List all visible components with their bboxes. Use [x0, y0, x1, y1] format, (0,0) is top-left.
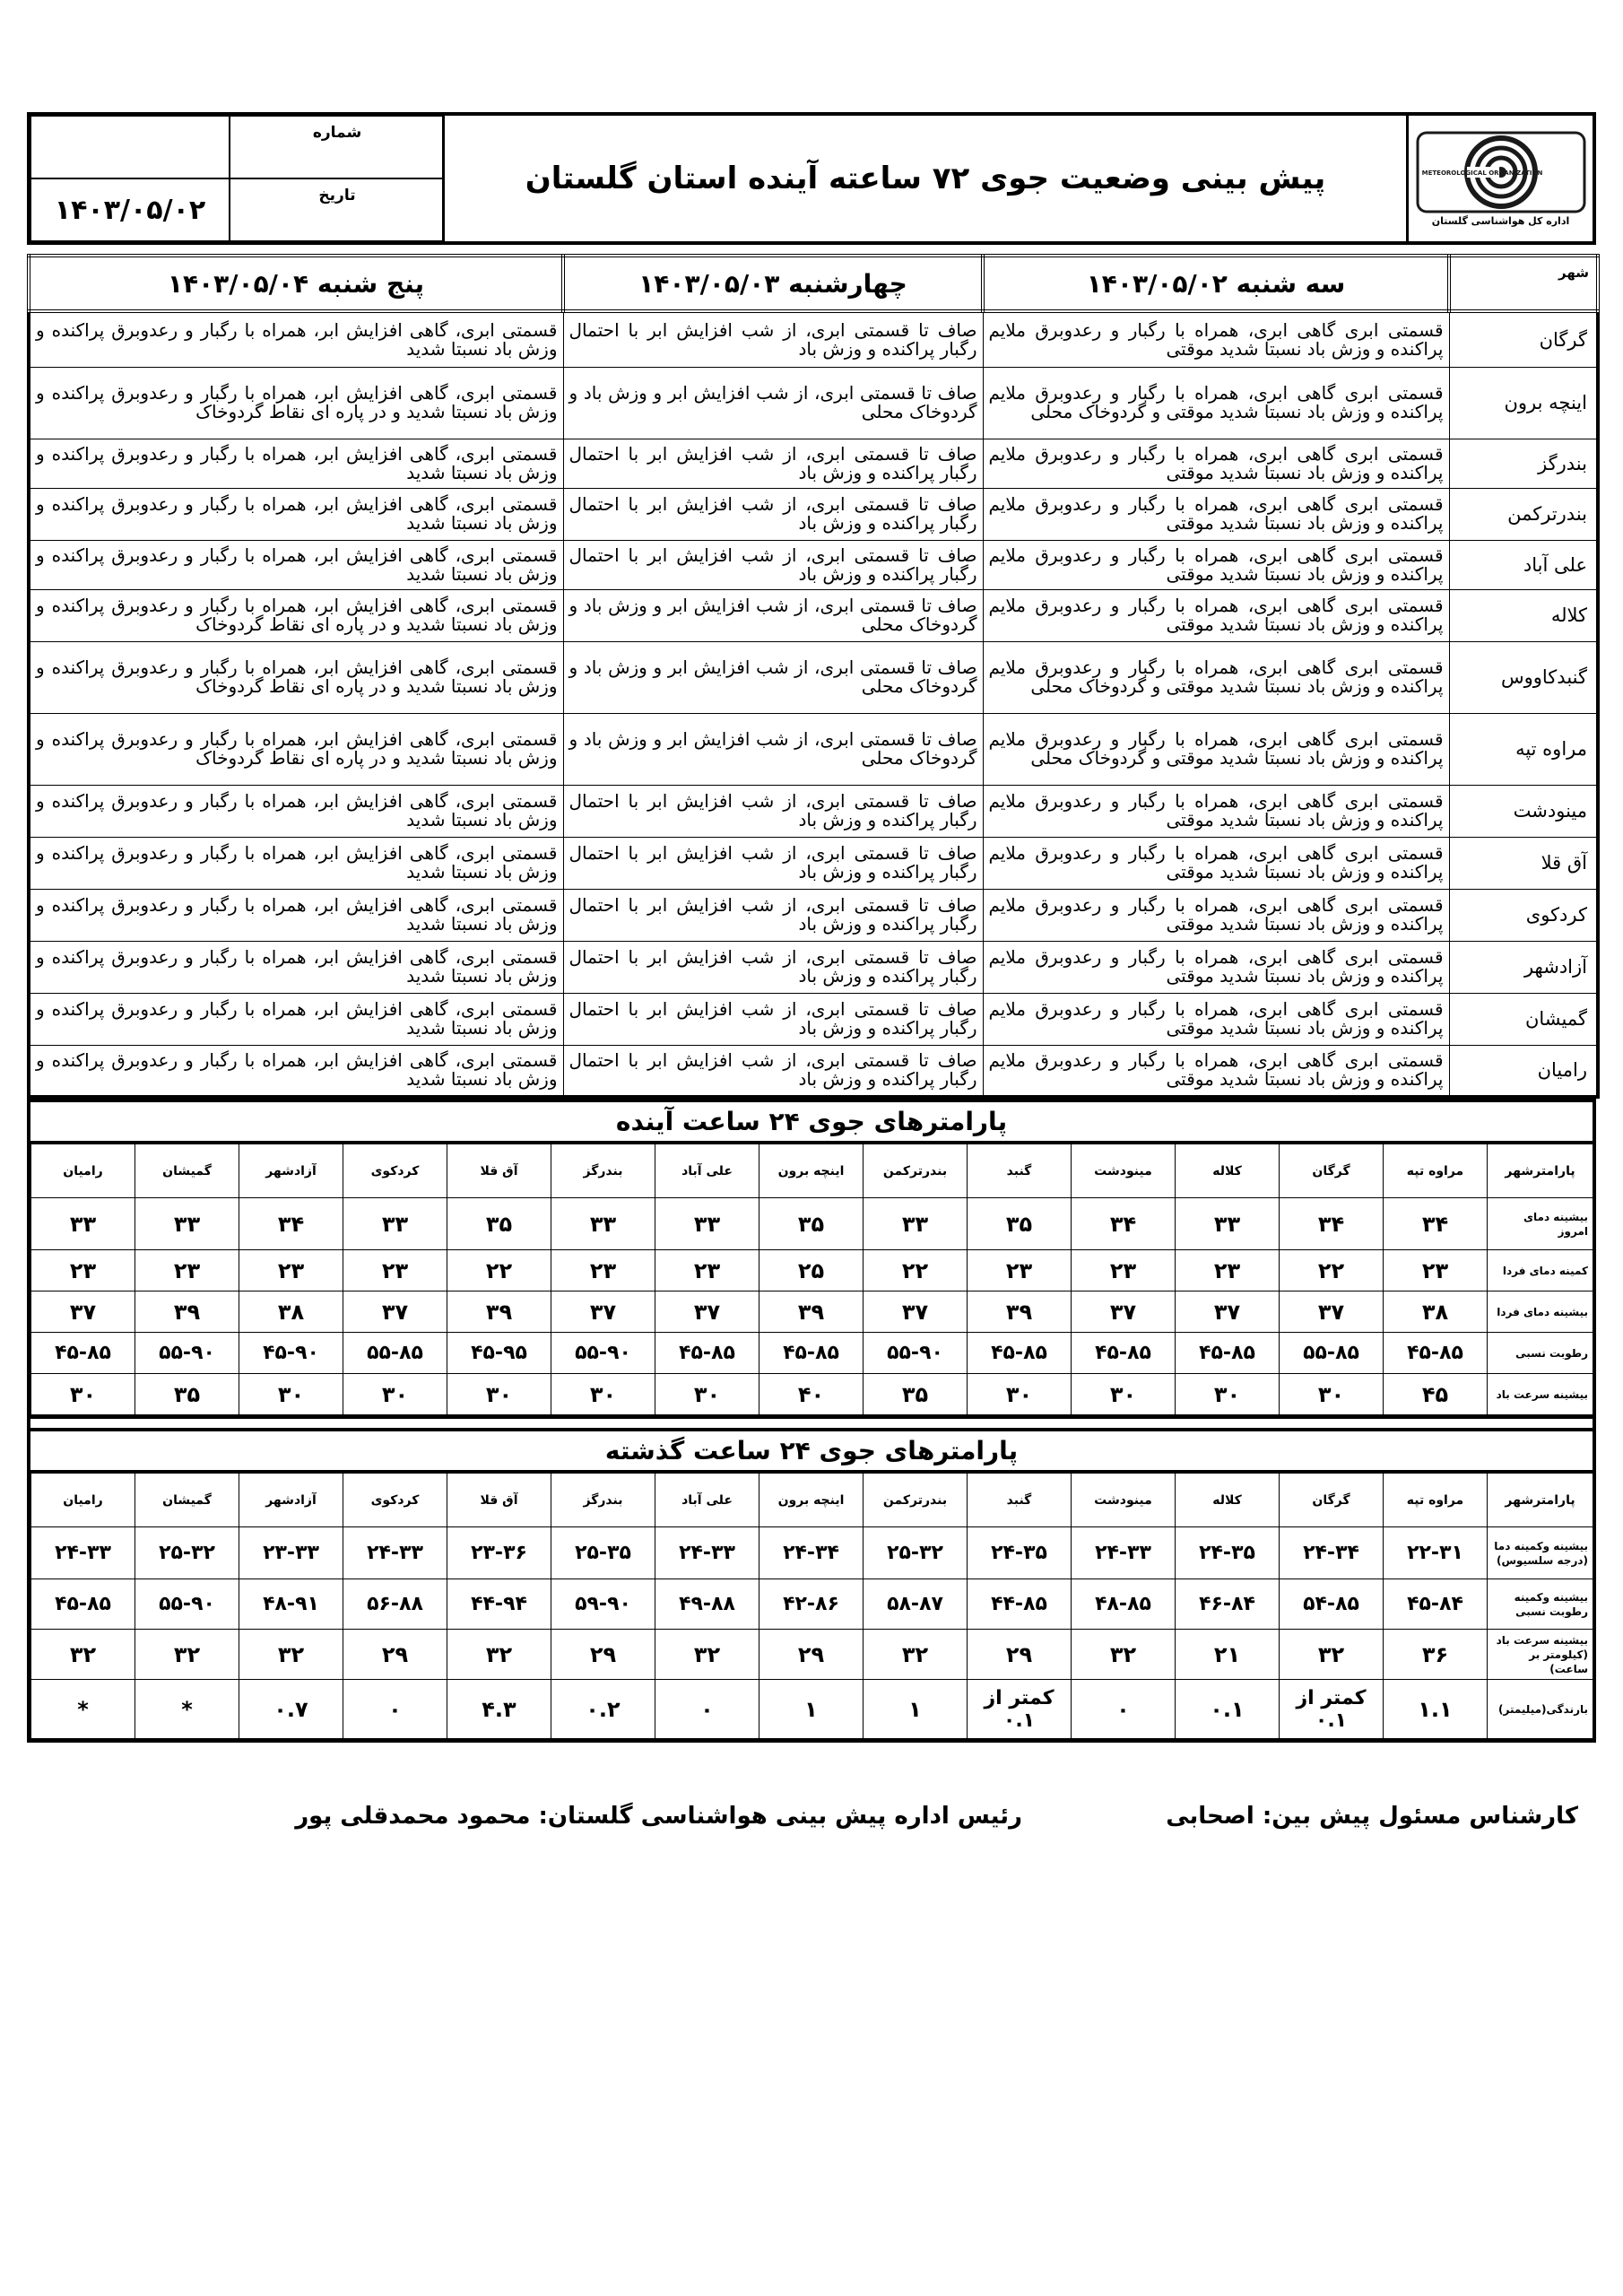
forecast-day3: قسمتی ابری، گاهی افزایش ابر، همراه با رگبار و رعدوبرق پراکنده و وزش باد نسبتا شدید	[29, 941, 563, 993]
param-value: ۴۵-۸۵	[1176, 1333, 1280, 1374]
param-value: ۳۴	[1280, 1198, 1384, 1250]
forecast-row	[29, 941, 1598, 993]
param-value: ۳۰	[343, 1374, 447, 1415]
city-name: کلاله	[1449, 589, 1598, 641]
param-value: ۴۵-۸۵	[1384, 1333, 1488, 1374]
city-name: مراوه تپه	[1449, 713, 1598, 785]
param-value: ۳۳	[343, 1198, 447, 1250]
param-city-header: آزادشهر	[239, 1144, 343, 1198]
past24-title: پارامترهای جوی ۲۴ ساعت گذشته	[30, 1428, 1593, 1473]
forecast-row	[29, 713, 1598, 785]
forecast-day3: قسمتی ابری، گاهی افزایش ابر، همراه با رگبار و رعدوبرق پراکنده و وزش باد نسبتا شدید	[29, 311, 563, 367]
logo	[1406, 116, 1593, 241]
param-city-header: مراوه تپه	[1384, 1144, 1488, 1198]
next24-table	[30, 1144, 1593, 1415]
param-city-header: گمیشان	[135, 1144, 239, 1198]
forecast-row	[29, 641, 1598, 713]
param-city-header: رامیان	[31, 1144, 135, 1198]
forecast-day3: قسمتی ابری، گاهی افزایش ابر، همراه با رگبار و رعدوبرق پراکنده و وزش باد نسبتا شدید و در پاره ای نقاط گردوخاک	[29, 713, 563, 785]
param-value: ۰.۷	[239, 1680, 343, 1739]
param-label: کمینه دمای فردا	[1488, 1250, 1593, 1292]
forecast-day2: صاف تا قسمتی ابری، از شب افزایش ابر و وزش باد و گردوخاک محلی	[563, 641, 983, 713]
forecast-table	[27, 254, 1600, 1099]
param-value: ۳۹	[968, 1292, 1072, 1333]
param-value: ۳۲	[239, 1630, 343, 1680]
param-city-header: بندرترکمن	[864, 1144, 968, 1198]
param-value: ۴۹-۸۸	[655, 1579, 759, 1630]
param-value: ۵۴-۸۵	[1280, 1579, 1384, 1630]
param-value: ۲۴-۳۴	[1280, 1527, 1384, 1579]
city-name: آق قلا	[1449, 837, 1598, 889]
param-label: بیشینه سرعت باد	[1488, 1374, 1593, 1415]
param-city-header: مینودشت	[1072, 1144, 1176, 1198]
param-value: ۵۵-۹۰	[864, 1333, 968, 1374]
param-value: ۲۲	[447, 1250, 551, 1292]
section-gap	[30, 1415, 1593, 1428]
param-value: ۳۴	[1384, 1198, 1488, 1250]
param-value: ۲۳-۳۶	[447, 1527, 551, 1579]
param-value: ۳۲	[864, 1630, 968, 1680]
city-name: بندرترکمن	[1449, 488, 1598, 540]
param-value: ۲۹	[551, 1630, 655, 1680]
param-value: ۳۹	[759, 1292, 864, 1333]
param-value: ۵۵-۹۰	[551, 1333, 655, 1374]
param-value: ۴۸-۸۵	[1072, 1579, 1176, 1630]
forecast-day2: صاف تا قسمتی ابری، از شب افزایش ابر با احتمال رگبار پراکنده و وزش باد	[563, 488, 983, 540]
forecast-day2: صاف تا قسمتی ابری، از شب افزایش ابر و وزش باد و گردوخاک محلی	[563, 713, 983, 785]
param-city-header: گنبد	[968, 1474, 1072, 1527]
param-value: ۳۰	[551, 1374, 655, 1415]
param-city-header: اینچه برون	[759, 1144, 864, 1198]
param-value: ۳۳	[31, 1198, 135, 1250]
param-value: ۲۴-۳۳	[31, 1527, 135, 1579]
param-city-header: مینودشت	[1072, 1474, 1176, 1527]
param-city-header: بندرترکمن	[864, 1474, 968, 1527]
city-name: گرگان	[1449, 311, 1598, 367]
forecast-day1: قسمتی ابری گاهی ابری، همراه با رگبار و رعدوبرق ملایم پراکنده و وزش باد نسبتا شدید موقتی و گردوخاک محلی	[983, 367, 1449, 439]
param-value: ۵۵-۹۰	[135, 1579, 239, 1630]
city-name: گمیشان	[1449, 993, 1598, 1045]
forecast-day2: صاف تا قسمتی ابری، از شب افزایش ابر با احتمال رگبار پراکنده و وزش باد	[563, 439, 983, 488]
bulletin-header	[30, 116, 1593, 241]
param-value: کمتر از ۰.۱	[968, 1680, 1072, 1739]
param-row	[31, 1579, 1593, 1630]
param-value: ۲۳	[1176, 1250, 1280, 1292]
meteorological-logo-icon	[1416, 131, 1586, 213]
forecast-row	[29, 889, 1598, 941]
param-value: ۳۴	[239, 1198, 343, 1250]
forecast-row	[29, 367, 1598, 439]
param-value: ۵۵-۸۵	[1280, 1333, 1384, 1374]
param-header: پارامترشهر	[1488, 1144, 1593, 1198]
param-value: ۳۷	[1176, 1292, 1280, 1333]
past24-table	[30, 1473, 1593, 1739]
forecast-day1: قسمتی ابری گاهی ابری، همراه با رگبار و رعدوبرق ملایم پراکنده و وزش باد نسبتا شدید موقتی	[983, 837, 1449, 889]
param-row	[31, 1250, 1593, 1292]
forecast-day3: قسمتی ابری، گاهی افزایش ابر، همراه با رگبار و رعدوبرق پراکنده و وزش باد نسبتا شدید	[29, 488, 563, 540]
param-value: ۳۲	[655, 1630, 759, 1680]
param-value: ۴۲-۸۶	[759, 1579, 864, 1630]
param-value: ۲۲	[864, 1250, 968, 1292]
param-value: ۰.۱	[1176, 1680, 1280, 1739]
param-value: ۳۲	[1072, 1630, 1176, 1680]
param-value: ۲۳	[1384, 1250, 1488, 1292]
param-value: ۳۵	[759, 1198, 864, 1250]
param-value: ۴۸-۹۱	[239, 1579, 343, 1630]
number-value	[30, 116, 230, 178]
param-value: ۲۴-۳۵	[968, 1527, 1072, 1579]
param-value: *	[135, 1680, 239, 1739]
footer	[27, 1803, 1596, 1848]
param-city-header: بندرگز	[551, 1474, 655, 1527]
param-city-header: اینچه برون	[759, 1474, 864, 1527]
param-label: بیشینه دمای فردا	[1488, 1292, 1593, 1333]
forecast-row	[29, 311, 1598, 367]
param-label: بیشینه دمای امروز	[1488, 1198, 1593, 1250]
param-value: ۲۵	[759, 1250, 864, 1292]
param-header-row	[31, 1474, 1593, 1527]
param-value: ۲۳	[551, 1250, 655, 1292]
logo-caption: اداره کل هواشناسی گلستان	[1431, 214, 1570, 227]
param-value: ۴۵-۹۵	[447, 1333, 551, 1374]
forecast-day3: قسمتی ابری، گاهی افزایش ابر، همراه با رگبار و رعدوبرق پراکنده و وزش باد نسبتا شدید و در پاره ای نقاط گردوخاک	[29, 589, 563, 641]
forecast-day2: صاف تا قسمتی ابری، از شب افزایش ابر و وزش باد و گردوخاک محلی	[563, 367, 983, 439]
param-value: ۳۷	[1072, 1292, 1176, 1333]
param-city-header: علی آباد	[655, 1474, 759, 1527]
param-value: ۲۴-۳۵	[1176, 1527, 1280, 1579]
date-label: تاریخ	[230, 178, 445, 241]
forecast-day3: قسمتی ابری، گاهی افزایش ابر، همراه با رگبار و رعدوبرق پراکنده و وزش باد نسبتا شدید	[29, 785, 563, 837]
forecast-day2: صاف تا قسمتی ابری، از شب افزایش ابر و وزش باد و گردوخاک محلی	[563, 589, 983, 641]
city-name: بندرگز	[1449, 439, 1598, 488]
forecast-day1: قسمتی ابری گاهی ابری، همراه با رگبار و رعدوبرق ملایم پراکنده و وزش باد نسبتا شدید موقتی	[983, 589, 1449, 641]
param-city-header: رامیان	[31, 1474, 135, 1527]
param-value: ۲۳	[343, 1250, 447, 1292]
city-name: آزادشهر	[1449, 941, 1598, 993]
param-value: ۲۳	[968, 1250, 1072, 1292]
param-value: ۳۷	[343, 1292, 447, 1333]
param-value: ۳۲	[135, 1630, 239, 1680]
param-value: ۲۵-۳۲	[864, 1527, 968, 1579]
next24-section	[27, 1099, 1596, 1743]
forecast-header-row	[29, 256, 1598, 311]
logo-text: METEOROLOGICAL ORGANIZATION	[1421, 169, 1542, 177]
param-value: ۵۹-۹۰	[551, 1579, 655, 1630]
param-value: ۰	[655, 1680, 759, 1739]
param-city-header: کردکوی	[343, 1474, 447, 1527]
param-value: ۳۹	[135, 1292, 239, 1333]
day-header: چهارشنبه ۱۴۰۳/۰۵/۰۳	[563, 256, 983, 311]
param-city-header: بندرگز	[551, 1144, 655, 1198]
param-value: ۳۷	[551, 1292, 655, 1333]
param-city-header: کلاله	[1176, 1144, 1280, 1198]
param-value: ۴۵-۸۵	[655, 1333, 759, 1374]
param-city-header: آزادشهر	[239, 1474, 343, 1527]
param-value: ۳۹	[447, 1292, 551, 1333]
param-value: ۳۰	[968, 1374, 1072, 1415]
forecast-day1: قسمتی ابری گاهی ابری، همراه با رگبار و رعدوبرق ملایم پراکنده و وزش باد نسبتا شدید موقتی	[983, 889, 1449, 941]
param-row	[31, 1374, 1593, 1415]
param-value: ۳۳	[135, 1198, 239, 1250]
bulletin-page	[27, 112, 1596, 1743]
param-value: ۵۶-۸۸	[343, 1579, 447, 1630]
param-value: ۳۵	[135, 1374, 239, 1415]
param-value: ۲۴-۳۳	[343, 1527, 447, 1579]
param-label: بیشینه وکمینه رطوبت نسبی	[1488, 1579, 1593, 1630]
param-value: ۴۵-۹۰	[239, 1333, 343, 1374]
param-value: ۳۰	[447, 1374, 551, 1415]
param-city-header: کردکوی	[343, 1144, 447, 1198]
forecast-day1: قسمتی ابری گاهی ابری، همراه با رگبار و رعدوبرق ملایم پراکنده و وزش باد نسبتا شدید موقتی	[983, 488, 1449, 540]
city-name: گنبدکاووس	[1449, 641, 1598, 713]
param-header-row	[31, 1144, 1593, 1198]
param-row	[31, 1333, 1593, 1374]
param-value: ۴.۳	[447, 1680, 551, 1739]
forecast-day3: قسمتی ابری، گاهی افزایش ابر، همراه با رگبار و رعدوبرق پراکنده و وزش باد نسبتا شدید و در پاره ای نقاط گردوخاک	[29, 367, 563, 439]
city-name: کردکوی	[1449, 889, 1598, 941]
param-value: ۳۷	[864, 1292, 968, 1333]
forecast-row	[29, 785, 1598, 837]
param-city-header: کلاله	[1176, 1474, 1280, 1527]
param-value: ۲۹	[759, 1630, 864, 1680]
param-value: ۲۳	[1072, 1250, 1176, 1292]
param-value: ۳۲	[447, 1630, 551, 1680]
param-value: ۲۹	[343, 1630, 447, 1680]
forecast-day2: صاف تا قسمتی ابری، از شب افزایش ابر با احتمال رگبار پراکنده و وزش باد	[563, 993, 983, 1045]
param-value: ۱.۱	[1384, 1680, 1488, 1739]
city-name: رامیان	[1449, 1045, 1598, 1097]
forecast-day1: قسمتی ابری گاهی ابری، همراه با رگبار و رعدوبرق ملایم پراکنده و وزش باد نسبتا شدید موقتی	[983, 540, 1449, 589]
param-value: ۳۰	[239, 1374, 343, 1415]
param-value: ۱	[864, 1680, 968, 1739]
param-value: ۳۲	[1280, 1630, 1384, 1680]
param-value: ۰	[343, 1680, 447, 1739]
param-city-header: گنبد	[968, 1144, 1072, 1198]
param-city-header: علی آباد	[655, 1144, 759, 1198]
city-name: اینچه برون	[1449, 367, 1598, 439]
param-value: ۳۵	[864, 1374, 968, 1415]
param-value: ۲۱	[1176, 1630, 1280, 1680]
param-value: ۳۵	[968, 1198, 1072, 1250]
param-value: ۳۰	[655, 1374, 759, 1415]
forecast-row	[29, 1045, 1598, 1097]
param-row	[31, 1630, 1593, 1680]
forecast-row	[29, 589, 1598, 641]
param-row	[31, 1198, 1593, 1250]
param-value: ۴۵-۸۵	[968, 1333, 1072, 1374]
param-label: بارندگی(میلیمتر)	[1488, 1680, 1593, 1739]
param-value: ۱	[759, 1680, 864, 1739]
param-label: بیشینه وکمینه دما (درجه سلسیوس)	[1488, 1527, 1593, 1579]
param-value: *	[31, 1680, 135, 1739]
forecast-day2: صاف تا قسمتی ابری، از شب افزایش ابر با احتمال رگبار پراکنده و وزش باد	[563, 311, 983, 367]
param-value: ۲۳-۳۳	[239, 1527, 343, 1579]
param-label: بیشینه سرعت باد (کیلومتر بر ساعت)	[1488, 1630, 1593, 1680]
param-value: ۴۵-۸۵	[31, 1579, 135, 1630]
param-value: ۳۰	[31, 1374, 135, 1415]
param-value: ۲۳	[655, 1250, 759, 1292]
param-value: ۴۵-۸۵	[1072, 1333, 1176, 1374]
forecast-day1: قسمتی ابری گاهی ابری، همراه با رگبار و رعدوبرق ملایم پراکنده و وزش باد نسبتا شدید موقتی و گردوخاک محلی	[983, 641, 1449, 713]
param-value: ۲۴-۳۳	[1072, 1527, 1176, 1579]
forecast-row	[29, 837, 1598, 889]
city-name: علی آباد	[1449, 540, 1598, 589]
param-value: ۲۲-۳۱	[1384, 1527, 1488, 1579]
param-value: ۴۵-۸۵	[31, 1333, 135, 1374]
param-city-header: مراوه تپه	[1384, 1474, 1488, 1527]
param-value: ۳۰	[1176, 1374, 1280, 1415]
param-value: ۴۵	[1384, 1374, 1488, 1415]
forecast-day2: صاف تا قسمتی ابری، از شب افزایش ابر با احتمال رگبار پراکنده و وزش باد	[563, 785, 983, 837]
forecast-day2: صاف تا قسمتی ابری، از شب افزایش ابر با احتمال رگبار پراکنده و وزش باد	[563, 540, 983, 589]
day-header: سه شنبه ۱۴۰۳/۰۵/۰۲	[983, 256, 1449, 311]
param-value: ۲۲	[1280, 1250, 1384, 1292]
param-value: کمتر از ۰.۱	[1280, 1680, 1384, 1739]
param-value: ۳۰	[1072, 1374, 1176, 1415]
forecast-day3: قسمتی ابری، گاهی افزایش ابر، همراه با رگبار و رعدوبرق پراکنده و وزش باد نسبتا شدید	[29, 837, 563, 889]
forecast-day2: صاف تا قسمتی ابری، از شب افزایش ابر با احتمال رگبار پراکنده و وزش باد	[563, 1045, 983, 1097]
forecast-row	[29, 993, 1598, 1045]
param-value: ۳۳	[655, 1198, 759, 1250]
param-value: ۰.۲	[551, 1680, 655, 1739]
param-value: ۳۰	[1280, 1374, 1384, 1415]
param-city-header: گمیشان	[135, 1474, 239, 1527]
param-value: ۳۵	[447, 1198, 551, 1250]
param-value: ۵۸-۸۷	[864, 1579, 968, 1630]
city-header: شهر	[1449, 256, 1598, 311]
param-value: ۴۴-۸۵	[968, 1579, 1072, 1630]
param-value: ۳۷	[655, 1292, 759, 1333]
forecast-day1: قسمتی ابری گاهی ابری، همراه با رگبار و رعدوبرق ملایم پراکنده و وزش باد نسبتا شدید موقتی	[983, 1045, 1449, 1097]
param-value: ۴۰	[759, 1374, 864, 1415]
param-row	[31, 1292, 1593, 1333]
date-value: ۱۴۰۳/۰۵/۰۲	[30, 178, 230, 241]
param-value: ۳۳	[551, 1198, 655, 1250]
param-value: ۲۴-۳۳	[655, 1527, 759, 1579]
param-value: ۳۷	[31, 1292, 135, 1333]
param-header: پارامترشهر	[1488, 1474, 1593, 1527]
forecast-row	[29, 540, 1598, 589]
param-row	[31, 1680, 1593, 1739]
param-value: ۴۵-۸۵	[759, 1333, 864, 1374]
param-value: ۴۵-۸۴	[1384, 1579, 1488, 1630]
param-value: ۵۵-۸۵	[343, 1333, 447, 1374]
param-row	[31, 1527, 1593, 1579]
param-city-header: گرگان	[1280, 1144, 1384, 1198]
forecast-day3: قسمتی ابری، گاهی افزایش ابر، همراه با رگبار و رعدوبرق پراکنده و وزش باد نسبتا شدید	[29, 1045, 563, 1097]
forecast-day1: قسمتی ابری گاهی ابری، همراه با رگبار و رعدوبرق ملایم پراکنده و وزش باد نسبتا شدید موقتی	[983, 785, 1449, 837]
forecast-day2: صاف تا قسمتی ابری، از شب افزایش ابر با احتمال رگبار پراکنده و وزش باد	[563, 889, 983, 941]
param-value: ۳۸	[239, 1292, 343, 1333]
forecast-row	[29, 488, 1598, 540]
forecast-day3: قسمتی ابری، گاهی افزایش ابر، همراه با رگبار و رعدوبرق پراکنده و وزش باد نسبتا شدید و در پاره ای نقاط گردوخاک	[29, 641, 563, 713]
forecast-day1: قسمتی ابری گاهی ابری، همراه با رگبار و رعدوبرق ملایم پراکنده و وزش باد نسبتا شدید موقتی	[983, 311, 1449, 367]
param-city-header: آق قلا	[447, 1144, 551, 1198]
param-value: ۲۳	[239, 1250, 343, 1292]
forecast-day1: قسمتی ابری گاهی ابری، همراه با رگبار و رعدوبرق ملایم پراکنده و وزش باد نسبتا شدید موقتی و گردوخاک محلی	[983, 713, 1449, 785]
forecast-body	[29, 311, 1598, 1097]
param-value: ۳۶	[1384, 1630, 1488, 1680]
forecast-day2: صاف تا قسمتی ابری، از شب افزایش ابر با احتمال رگبار پراکنده و وزش باد	[563, 941, 983, 993]
forecast-day3: قسمتی ابری، گاهی افزایش ابر، همراه با رگبار و رعدوبرق پراکنده و وزش باد نسبتا شدید	[29, 439, 563, 488]
city-name: مینودشت	[1449, 785, 1598, 837]
param-value: ۳۳	[864, 1198, 968, 1250]
param-value: ۳۴	[1072, 1198, 1176, 1250]
param-value: ۳۳	[1176, 1198, 1280, 1250]
forecast-day3: قسمتی ابری، گاهی افزایش ابر، همراه با رگبار و رعدوبرق پراکنده و وزش باد نسبتا شدید	[29, 993, 563, 1045]
param-value: ۳۸	[1384, 1292, 1488, 1333]
param-value: ۲۳	[31, 1250, 135, 1292]
number-label: شماره	[230, 116, 445, 178]
param-city-header: گرگان	[1280, 1474, 1384, 1527]
forecast-day3: قسمتی ابری، گاهی افزایش ابر، همراه با رگبار و رعدوبرق پراکنده و وزش باد نسبتا شدید	[29, 889, 563, 941]
day-header: پنج شنبه ۱۴۰۳/۰۵/۰۴	[29, 256, 563, 311]
forecaster-signature: کارشناس مسئول پیش بین: اصحابی	[1166, 1803, 1578, 1830]
forecast-day1: قسمتی ابری گاهی ابری، همراه با رگبار و رعدوبرق ملایم پراکنده و وزش باد نسبتا شدید موقتی	[983, 993, 1449, 1045]
param-value: ۴۴-۹۴	[447, 1579, 551, 1630]
forecast-day3: قسمتی ابری، گاهی افزایش ابر، همراه با رگبار و رعدوبرق پراکنده و وزش باد نسبتا شدید	[29, 540, 563, 589]
forecast-row	[29, 439, 1598, 488]
param-value: ۲۵-۳۲	[135, 1527, 239, 1579]
bulletin-frame	[27, 112, 1596, 245]
param-value: ۳۷	[1280, 1292, 1384, 1333]
param-city-header: آق قلا	[447, 1474, 551, 1527]
head-signature: رئیس اداره پیش بینی هواشناسی گلستان: محمود محمدقلی پور	[295, 1803, 1022, 1830]
param-value: ۲۳	[135, 1250, 239, 1292]
param-value: ۰	[1072, 1680, 1176, 1739]
next24-title: پارامترهای جوی ۲۴ ساعت آینده	[30, 1099, 1593, 1144]
page-title: پیش بینی وضعیت جوی ۷۲ ساعته آینده استان گلستان	[525, 161, 1326, 196]
forecast-day1: قسمتی ابری گاهی ابری، همراه با رگبار و رعدوبرق ملایم پراکنده و وزش باد نسبتا شدید موقتی	[983, 941, 1449, 993]
param-label: رطوبت نسبی	[1488, 1333, 1593, 1374]
param-value: ۳۲	[31, 1630, 135, 1680]
param-value: ۵۵-۹۰	[135, 1333, 239, 1374]
param-value: ۲۵-۳۵	[551, 1527, 655, 1579]
param-value: ۴۶-۸۴	[1176, 1579, 1280, 1630]
param-value: ۲۴-۳۴	[759, 1527, 864, 1579]
forecast-day1: قسمتی ابری گاهی ابری، همراه با رگبار و رعدوبرق ملایم پراکنده و وزش باد نسبتا شدید موقتی	[983, 439, 1449, 488]
param-value: ۲۹	[968, 1630, 1072, 1680]
forecast-day2: صاف تا قسمتی ابری، از شب افزایش ابر با احتمال رگبار پراکنده و وزش باد	[563, 837, 983, 889]
meta-box	[30, 116, 445, 241]
